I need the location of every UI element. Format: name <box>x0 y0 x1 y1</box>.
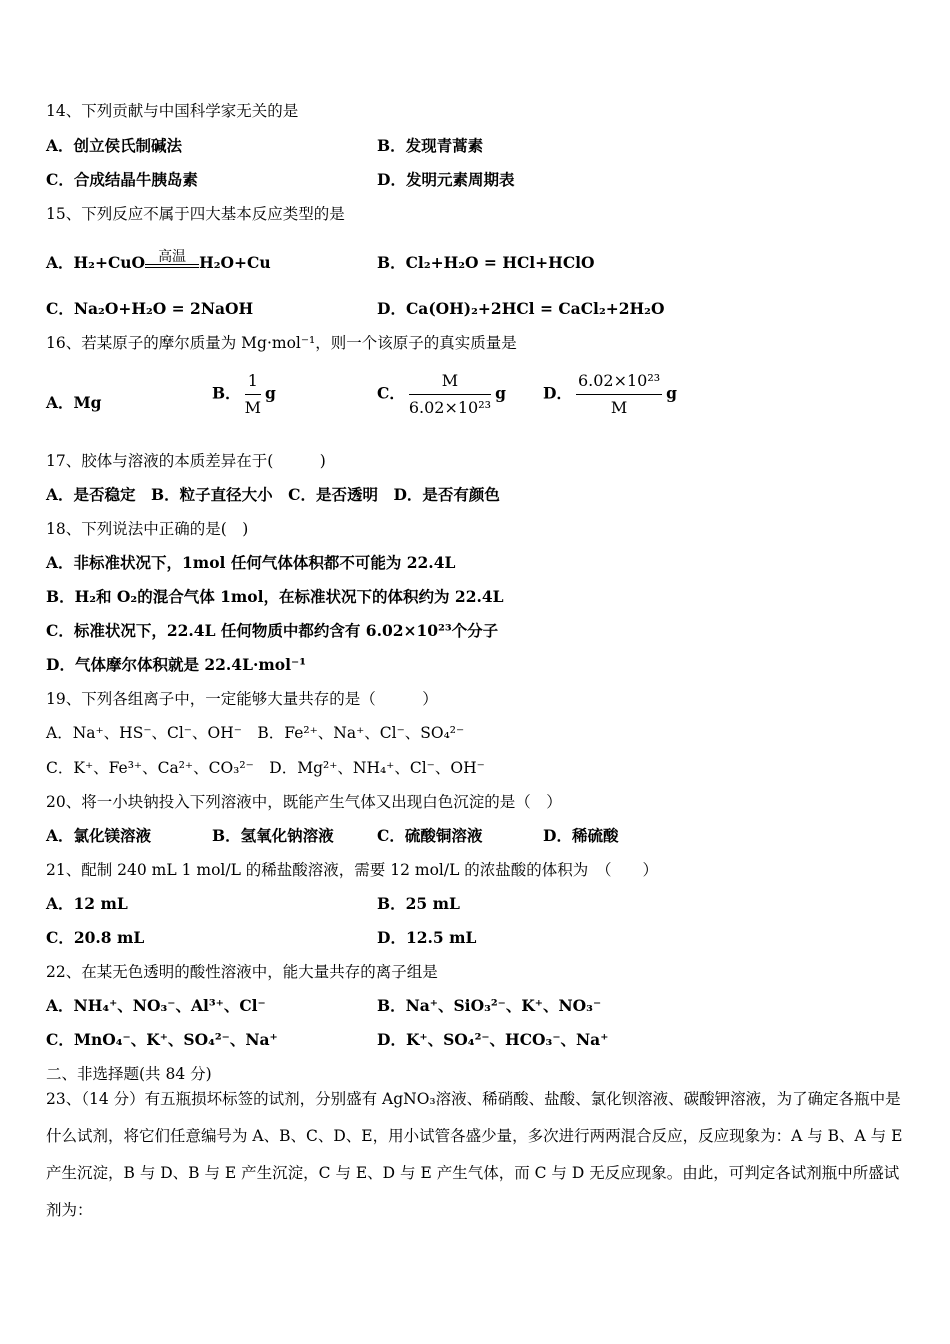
q19-options-ab: A．Na⁺、HS⁻、Cl⁻、OH⁻ B．Fe²⁺、Na⁺、Cl⁻、SO₄²⁻ <box>46 724 465 742</box>
q18-option-c: C．标准状况下，22.4L 任何物质中都约含有 6.02×10²³个分子 <box>46 621 499 640</box>
q16-d-fraction <box>576 370 662 419</box>
q21-stem: 21、配制 240 mL 1 mol/L 的稀盐酸溶液，需要 12 mol/L 的浓盐酸的体积为 （ ） <box>46 861 659 879</box>
q16-option-d <box>543 370 677 419</box>
q15-a-condition: 高温 <box>158 249 187 265</box>
q16-d-label: D． <box>543 383 572 403</box>
q16-d-numerator: 6.02×10²³ <box>576 370 662 395</box>
q14-option-d: D．发明元素周期表 <box>377 170 515 189</box>
q21-option-a: A．12 mL <box>46 894 128 913</box>
q14-option-b: B．发现青蒿素 <box>377 136 484 155</box>
q16-stem: 16、若某原子的摩尔质量为 Mg·mol⁻¹，则一个该原子的真实质量是 <box>46 334 517 352</box>
q16-option-c <box>377 370 506 419</box>
q16-option-b <box>212 370 276 419</box>
q22-stem: 22、在某无色透明的酸性溶液中，能大量共存的离子组是 <box>46 963 438 981</box>
q21-option-b: B．25 mL <box>377 894 460 913</box>
section-heading: 二、非选择题(共 84 分) <box>46 1065 212 1083</box>
q15-option-c: C．Na₂O+H₂O = 2NaOH <box>46 299 254 318</box>
q14-stem: 14、下列贡献与中国科学家无关的是 <box>46 102 299 120</box>
q15-option-d: D．Ca(OH)₂+2HCl = CaCl₂+2H₂O <box>377 299 665 318</box>
q21-option-c: C．20.8 mL <box>46 928 145 947</box>
q15-a-reactants: H₂+CuO <box>73 253 146 272</box>
q18-stem: 18、下列说法中正确的是( ) <box>46 520 249 538</box>
q22-option-b: B．Na⁺、SiO₃²⁻、K⁺、NO₃⁻ <box>377 996 602 1015</box>
q16-d-denominator: M <box>610 398 628 417</box>
q17-stem: 17、胶体与溶液的本质差异在于( ) <box>46 452 326 470</box>
q18-option-b: B．H₂和 O₂的混合气体 1mol，在标准状况下的体积约为 22.4L <box>46 587 504 606</box>
q15-option-b: B．Cl₂+H₂O = HCl+HClO <box>377 253 595 272</box>
q16-d-unit: g <box>666 383 678 403</box>
q16-b-fraction <box>245 370 261 419</box>
q15-stem: 15、下列反应不属于四大基本反应类型的是 <box>46 205 345 223</box>
q22-option-d: D．K⁺、SO₄²⁻、HCO₃⁻、Na⁺ <box>377 1030 609 1049</box>
q16-b-unit: g <box>265 383 276 403</box>
q22-option-a: A．NH₄⁺、NO₃⁻、Al³⁺、Cl⁻ <box>46 996 266 1015</box>
q14-option-a: A．创立侯氏制碱法 <box>46 136 183 155</box>
q15-a-label: A． <box>46 253 74 272</box>
q20-option-c: C．硫酸铜溶液 <box>377 826 483 845</box>
q19-options-cd: C．K⁺、Fe³⁺、Ca²⁺、CO₃²⁻ D．Mg²⁺、NH₄⁺、Cl⁻、OH⁻ <box>46 759 485 777</box>
q16-b-label: B． <box>212 383 241 403</box>
q20-option-a: A．氯化镁溶液 <box>46 826 152 845</box>
q16-c-numerator: M <box>409 370 491 395</box>
q18-option-a: A．非标准状况下，1mol 任何气体体积都不可能为 22.4L <box>46 553 456 572</box>
q16-b-numerator: 1 <box>245 370 261 395</box>
q23-paragraph: 23、（14 分）有五瓶损坏标签的试剂，分别盛有 AgNO₃溶液、稀硝酸、盐酸、氯化钡溶液、碳酸钾溶液，为了确定各瓶中是什么试剂，将它们任意编号为 A、B、C、D、E，用小试管各盛少量，多次进行两两混合反应，反应现象为：A 与 B、A 与 E 产生沉淀，B 与 D、B 与 E 产生沉淀，C 与 E、D 与 E 产生气体，而 C 与 D 无反应现象。由此，可判定各试剂瓶中所盛试剂为： <box>46 1090 903 1219</box>
q22-option-c: C．MnO₄⁻、K⁺、SO₄²⁻、Na⁺ <box>46 1030 278 1049</box>
q21-option-d: D．12.5 mL <box>377 928 477 947</box>
q14-option-c: C．合成结晶牛胰岛素 <box>46 170 198 189</box>
q19-stem: 19、下列各组离子中，一定能够大量共存的是（ ） <box>46 690 438 708</box>
q16-c-unit: g <box>495 383 506 403</box>
q20-stem: 20、将一小块钠投入下列溶液中，既能产生气体又出现白色沉淀的是（ ） <box>46 793 562 811</box>
q16-c-label: C． <box>377 383 405 403</box>
q15-a-products: H₂O+Cu <box>199 253 271 272</box>
q16-b-denominator: M <box>244 398 261 417</box>
q20-option-d: D．稀硫酸 <box>543 826 619 845</box>
q20-option-b: B．氢氧化钠溶液 <box>212 826 334 845</box>
q15-option-a <box>46 249 271 274</box>
q17-options: A．是否稳定 B．粒子直径大小 C．是否透明 D．是否有颜色 <box>46 485 500 504</box>
q16-c-fraction <box>409 370 491 419</box>
q16-c-denominator: 6.02×10²³ <box>408 398 492 417</box>
q18-option-d: D．气体摩尔体积就是 22.4L·mol⁻¹ <box>46 655 306 674</box>
q16-option-a: A．Mg <box>46 393 102 412</box>
